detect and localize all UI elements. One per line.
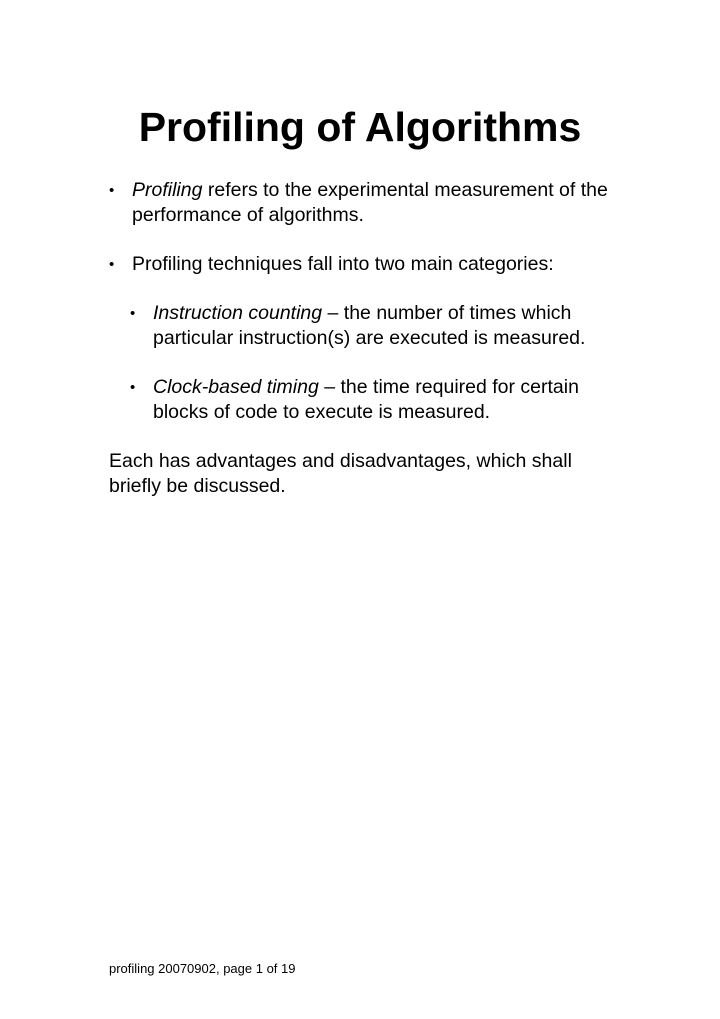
bullet-icon: •	[130, 379, 136, 396]
sub-bullet-term: Clock-based timing	[153, 376, 319, 398]
sub-bullet-item	[130, 301, 629, 351]
sub-bullet-item	[130, 375, 629, 425]
bullet-icon: •	[109, 182, 115, 199]
sub-bullet-text: – the number of times which particular instruction(s) are executed is measured.	[153, 302, 586, 349]
sub-bullet-term: Instruction counting	[153, 302, 323, 324]
sub-bullet-list	[130, 301, 629, 425]
bullet-icon: •	[109, 256, 115, 273]
closing-paragraph: Each has advantages and disadvantages, which shall briefly be discussed.	[109, 450, 572, 497]
page-title: Profiling of Algorithms	[138, 104, 582, 150]
bullet-text: Profiling techniques fall into two main categories:	[132, 253, 554, 275]
bullet-text: refers to the experimental measurement of the performance of algorithms.	[132, 179, 608, 226]
bullet-item	[109, 178, 629, 228]
bullet-icon: •	[130, 305, 136, 322]
sub-bullet-text: – the time required for certain blocks of code to execute is measured.	[153, 376, 579, 423]
document-body	[109, 178, 629, 499]
bullet-item	[109, 252, 629, 277]
bullet-term: Profiling	[132, 179, 203, 201]
page-footer: profiling 20070902, page 1 of 19	[109, 961, 296, 976]
